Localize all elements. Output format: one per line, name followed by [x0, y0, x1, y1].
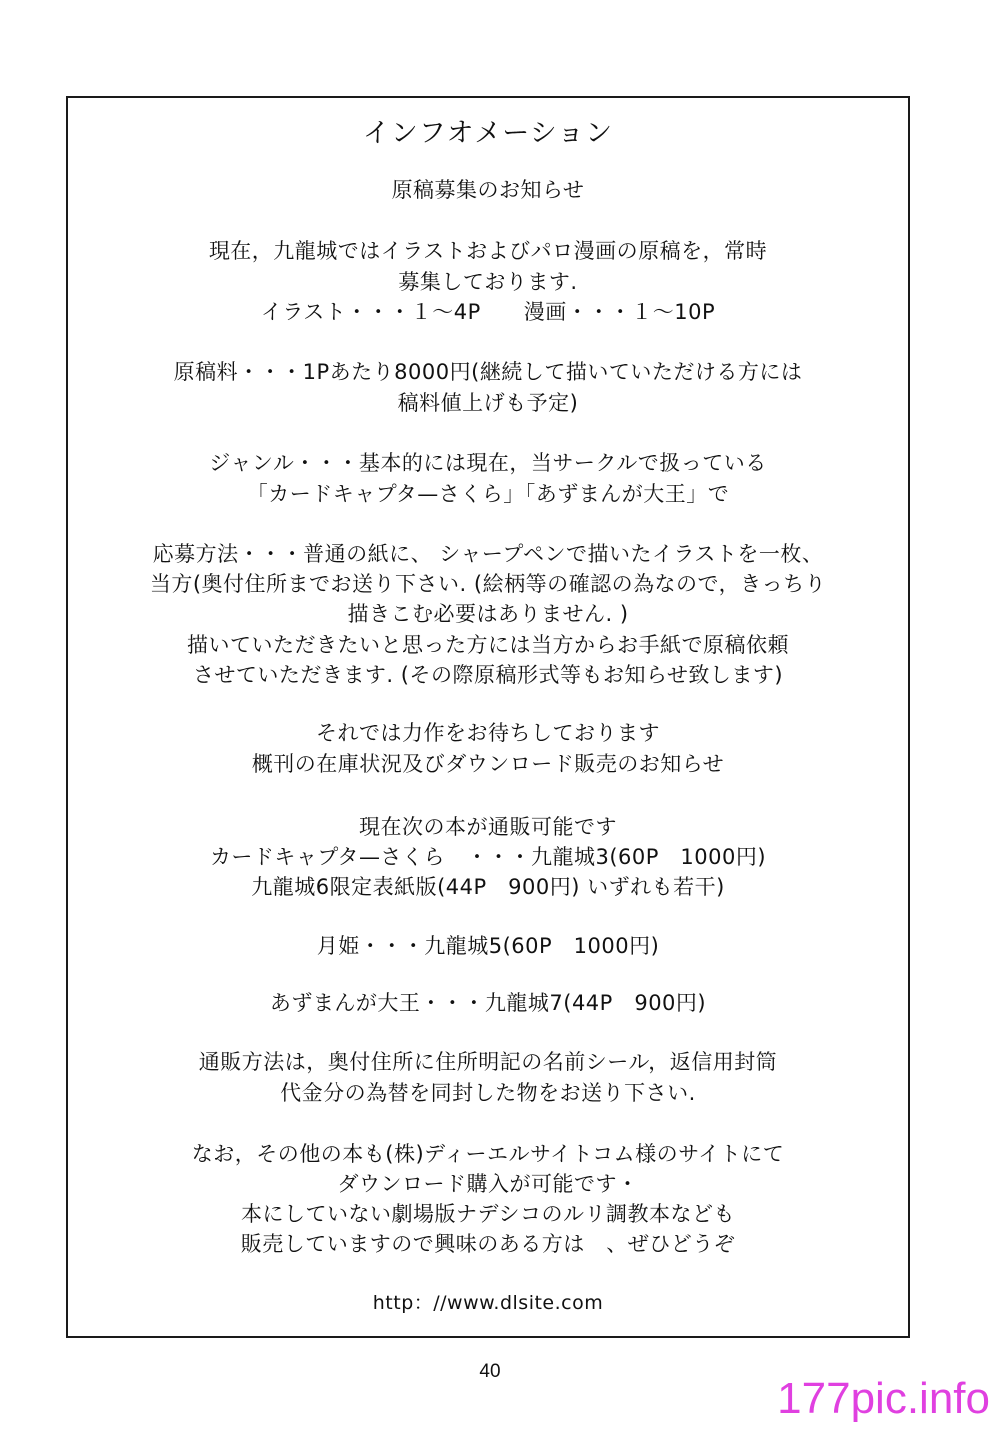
text-line: 応募方法・・・普通の紙に、 シャープペンで描いたイラストを一枚、	[152, 542, 824, 566]
text-line: 現在，九龍城ではイラストおよびパロ漫画の原稿を，常時	[208, 239, 768, 263]
text-line: 九龍城6限定表紙版(44P 900円) いずれも若干)	[251, 875, 725, 899]
watermark: 177pic.info	[777, 1374, 990, 1423]
info-title: インフオメーション	[362, 118, 614, 149]
stock-heading: 概刊の在庫状況及びダウンロード販売のお知らせ	[251, 752, 725, 776]
text-line: 月姫・・・九龍城5(60P 1000円)	[316, 934, 660, 958]
site-url: http：//www.dlsite.com	[372, 1292, 604, 1314]
text-line: ジャンル・・・基本的には現在，当サークルで扱っている	[209, 451, 767, 475]
text-line: 販売していますので興味のある方は 、ぜひどうぞ	[240, 1232, 736, 1256]
text-line: 「カードキャプタ—さくら」「あずまんが大王」で	[246, 482, 730, 506]
text-line: 描きこむ必要はありません. )	[347, 602, 629, 626]
text-line: させていただきます. (その際原稿形式等もお知らせ致します)	[192, 663, 784, 687]
text-line: あずまんが大王・・・九龍城7(44P 900円)	[269, 991, 707, 1015]
page-number: 40	[479, 1361, 501, 1382]
text-line: 当方(奥付住所までお送り下さい. (絵柄等の確認の為なので，きっちり	[149, 572, 827, 596]
text-line: ダウンロード購入が可能です・	[337, 1172, 639, 1196]
text-line: イラスト・・・１〜4P 漫画・・・１〜10P	[260, 300, 716, 324]
text-line: 本にしていない劇場版ナデシコのルリ調教本なども	[240, 1202, 736, 1226]
text-line: 稿料値上げも予定)	[397, 391, 579, 415]
text-line: 通販方法は，奥付住所に住所明記の名前シール，返信用封筒	[198, 1050, 778, 1074]
text-line: なお，その他の本も(株)ディーエルサイトコム様のサイトにて	[191, 1142, 785, 1166]
text-line: それでは力作をお待ちしております	[316, 721, 660, 745]
recruit-heading: 原稿募集のお知らせ	[391, 178, 585, 202]
text-line: カードキャプタ—さくら ・・・九龍城3(60P 1000円)	[209, 845, 767, 869]
text-line: 募集しております.	[398, 270, 578, 294]
text-line: 描いていただきたいと思った方には当方からお手紙で原稿依頼	[187, 633, 789, 657]
text-line: 原稿料・・・1Pあたり8000円(継続して描いていただける方には	[173, 360, 803, 384]
text-line: 現在次の本が通販可能です	[359, 815, 617, 839]
text-line: 代金分の為替を同封した物をお送り下さい.	[280, 1081, 696, 1105]
